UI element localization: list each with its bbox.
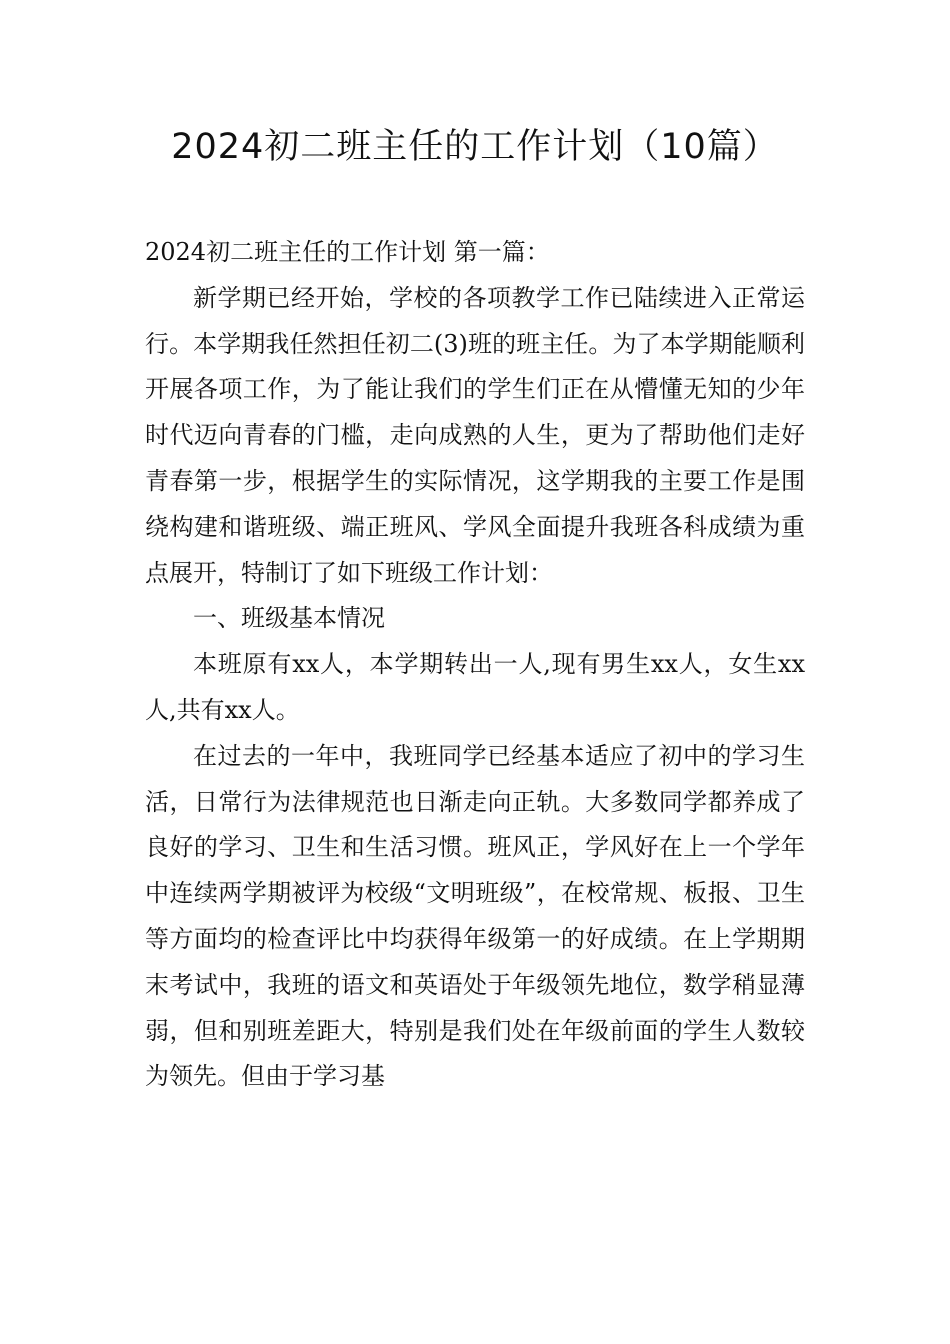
section-subtitle: 2024初二班主任的工作计划 第一篇： (145, 238, 550, 266)
paragraph-class-size: 本班原有xx人，本学期转出一人,现有男生xx人，女生xx 人,共有xx人。 (145, 650, 805, 724)
document-body (145, 230, 805, 1100)
paragraph-intro: 新学期已经开始，学校的各项教学工作已陆续进入正常运行。本学期我任然担任初二(3)班的班主任。为了本学期能顺利开展各项工作，为了能让我们的学生们正在从懵懂无知的少年时代迈向青春的门槛，走向成熟的人生，更为了帮助他们走好青春第一步，根据学生的实际情况，这学期我的主要工作是围绕构建和谐班级、端正班风、学风全面提升我班各科成绩为重点展开，特制订了如下班级工作计划： (145, 283, 805, 587)
section-heading: 一、班级基本情况 (193, 604, 385, 633)
paragraph-past-year: 在过去的一年中，我班同学已经基本适应了初中的学习生活，日常行为法律规范也日渐走向正轨。大多数同学都养成了良好的学习、卫生和生活习惯。班风正，学风好在上一个学年中连续两学期被评为校级“文明班级”，在校常规、板报、卫生等方面均的检查评比中均获得年级第一的好成绩。在上学期期末考试中，我班的语文和英语处于年级领先地位，数学稍显薄弱，但和别班差距大，特别是我们处在年级前面的学生人数较为领先。但由于学习基 (145, 741, 805, 1091)
document-title: 2024初二班主任的工作计划（10篇） (171, 127, 779, 167)
